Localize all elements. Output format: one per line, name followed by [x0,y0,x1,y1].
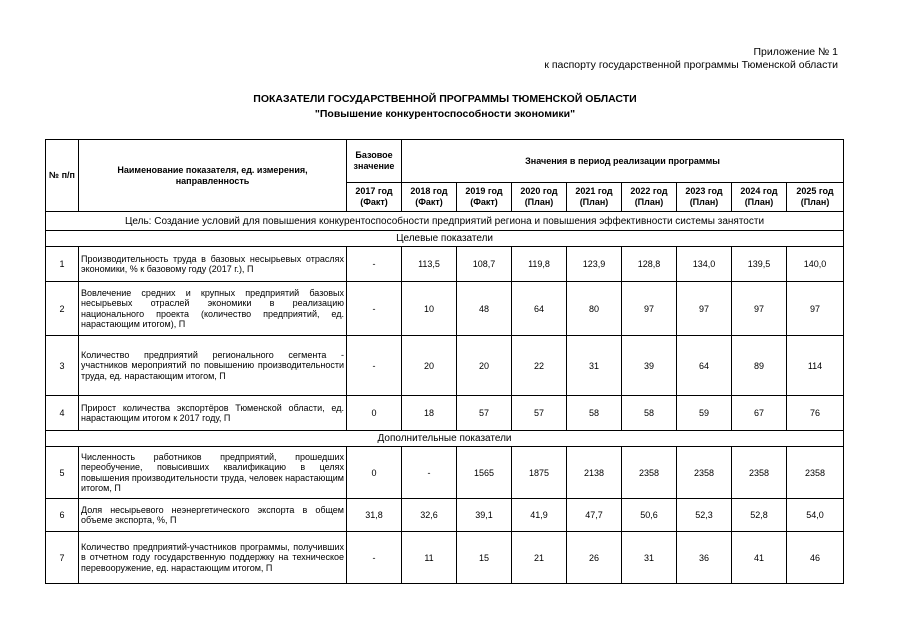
appendix-line-2: к паспорту государственной программы Тюменской области [544,59,838,71]
row-number: 7 [46,532,79,584]
cell-value: 0 [347,396,402,431]
cell-value: - [347,247,402,282]
cell-value: 1875 [512,447,567,499]
document-title [0,92,890,122]
cell-value: 64 [677,336,732,396]
cell-value: 52,3 [677,499,732,532]
cell-value: 1565 [457,447,512,499]
cell-value: 2138 [567,447,622,499]
cell-value: 2358 [732,447,787,499]
cell-value: 2358 [787,447,844,499]
cell-value: 67 [732,396,787,431]
header-year: 2018 год (Факт) [402,183,457,212]
cell-value: 57 [457,396,512,431]
header-year: 2021 год (План) [567,183,622,212]
header-year: 2019 год (Факт) [457,183,512,212]
row-number: 2 [46,282,79,336]
cell-value: 20 [457,336,512,396]
cell-value: 31 [567,336,622,396]
header-num: № п/п [46,140,79,212]
table-row [46,282,844,336]
table-row [46,447,844,499]
header-year: 2017 год (Факт) [347,183,402,212]
table-row [46,499,844,532]
cell-value: 39 [622,336,677,396]
indicator-name: Количество предприятий регионального сегмента - участников мероприятий по повышению производительности труда, ед. нарастающим итогом, П [79,336,347,396]
cell-value: 41,9 [512,499,567,532]
row-number: 1 [46,247,79,282]
header-year: 2024 год (План) [732,183,787,212]
cell-value: 97 [677,282,732,336]
cell-value: 57 [512,396,567,431]
appendix-note [544,46,838,72]
cell-value: 97 [622,282,677,336]
cell-value: - [347,532,402,584]
cell-value: 0 [347,447,402,499]
cell-value: 76 [787,396,844,431]
row-number: 6 [46,499,79,532]
cell-value: 22 [512,336,567,396]
table-row [46,336,844,396]
header-year: 2023 год (План) [677,183,732,212]
cell-value: 54,0 [787,499,844,532]
indicator-name: Производительность труда в базовых несырьевых отраслях экономики, % к базовому году (2017 г.), П [79,247,347,282]
cell-value: 97 [787,282,844,336]
cell-value: - [347,282,402,336]
indicator-name: Количество предприятий-участников программы, получивших в отчетном году государственную поддержку на техническое перевооружение, ед. нарастающим итогом, П [79,532,347,584]
cell-value: 2358 [677,447,732,499]
cell-value: 36 [677,532,732,584]
cell-value: 119,8 [512,247,567,282]
cell-value: 50,6 [622,499,677,532]
indicator-name: Прирост количества экспортёров Тюменской области, ед. нарастающим итогом к 2017 году, П [79,396,347,431]
cell-value: 89 [732,336,787,396]
cell-value: 64 [512,282,567,336]
cell-value: 58 [567,396,622,431]
cell-value: - [402,447,457,499]
cell-value: 58 [622,396,677,431]
cell-value: 11 [402,532,457,584]
cell-value: 134,0 [677,247,732,282]
cell-value: 59 [677,396,732,431]
cell-value: 18 [402,396,457,431]
indicators-table [45,139,844,584]
cell-value: 114 [787,336,844,396]
appendix-line-1: Приложение № 1 [753,46,838,58]
cell-value: 128,8 [622,247,677,282]
cell-value: 123,9 [567,247,622,282]
indicator-name: Вовлечение средних и крупных предприятий базовых несырьевых отраслей экономики в реализацию национального проекта (количество предприятий, ед. нарастающим итогом), П [79,282,347,336]
title-line-2: "Повышение конкурентоспособности экономики" [314,108,576,120]
header-base: Базовое значение [347,140,402,183]
row-number: 5 [46,447,79,499]
table-row [46,247,844,282]
cell-value: 47,7 [567,499,622,532]
cell-value: 139,5 [732,247,787,282]
header-year: 2025 год (План) [787,183,844,212]
cell-value: 52,8 [732,499,787,532]
cell-value: 21 [512,532,567,584]
cell-value: 108,7 [457,247,512,282]
section-target-indicators: Целевые показатели [46,231,844,247]
cell-value: 2358 [622,447,677,499]
cell-value: 140,0 [787,247,844,282]
cell-value: 113,5 [402,247,457,282]
header-year: 2022 год (План) [622,183,677,212]
section-extra-indicators: Дополнительные показатели [46,431,844,447]
cell-value: 41 [732,532,787,584]
row-number: 4 [46,396,79,431]
cell-value: 80 [567,282,622,336]
indicator-name: Доля несырьевого неэнергетического экспорта в общем объеме экспорта, %, П [79,499,347,532]
header-period: Значения в период реализации программы [402,140,844,183]
goal-row: Цель: Создание условий для повышения конкурентоспособности предприятий региона и повышения эффективности системы занятости [46,212,844,231]
title-line-1: ПОКАЗАТЕЛИ ГОСУДАРСТВЕННОЙ ПРОГРАММЫ ТЮМЕНСКОЙ ОБЛАСТИ [253,93,637,105]
table-row [46,396,844,431]
cell-value: 10 [402,282,457,336]
cell-value: 20 [402,336,457,396]
cell-value: 31,8 [347,499,402,532]
indicator-name: Численность работников предприятий, прошедших переобучение, повысивших квалификацию в целях повышения производительности труда, человек нарастающим итогом, П [79,447,347,499]
cell-value: 15 [457,532,512,584]
cell-value: - [347,336,402,396]
row-number: 3 [46,336,79,396]
header-year: 2020 год (План) [512,183,567,212]
cell-value: 31 [622,532,677,584]
cell-value: 39,1 [457,499,512,532]
cell-value: 26 [567,532,622,584]
cell-value: 46 [787,532,844,584]
header-name: Наименование показателя, ед. измерения, направленность [79,140,347,212]
cell-value: 97 [732,282,787,336]
table-row [46,532,844,584]
cell-value: 48 [457,282,512,336]
cell-value: 32,6 [402,499,457,532]
